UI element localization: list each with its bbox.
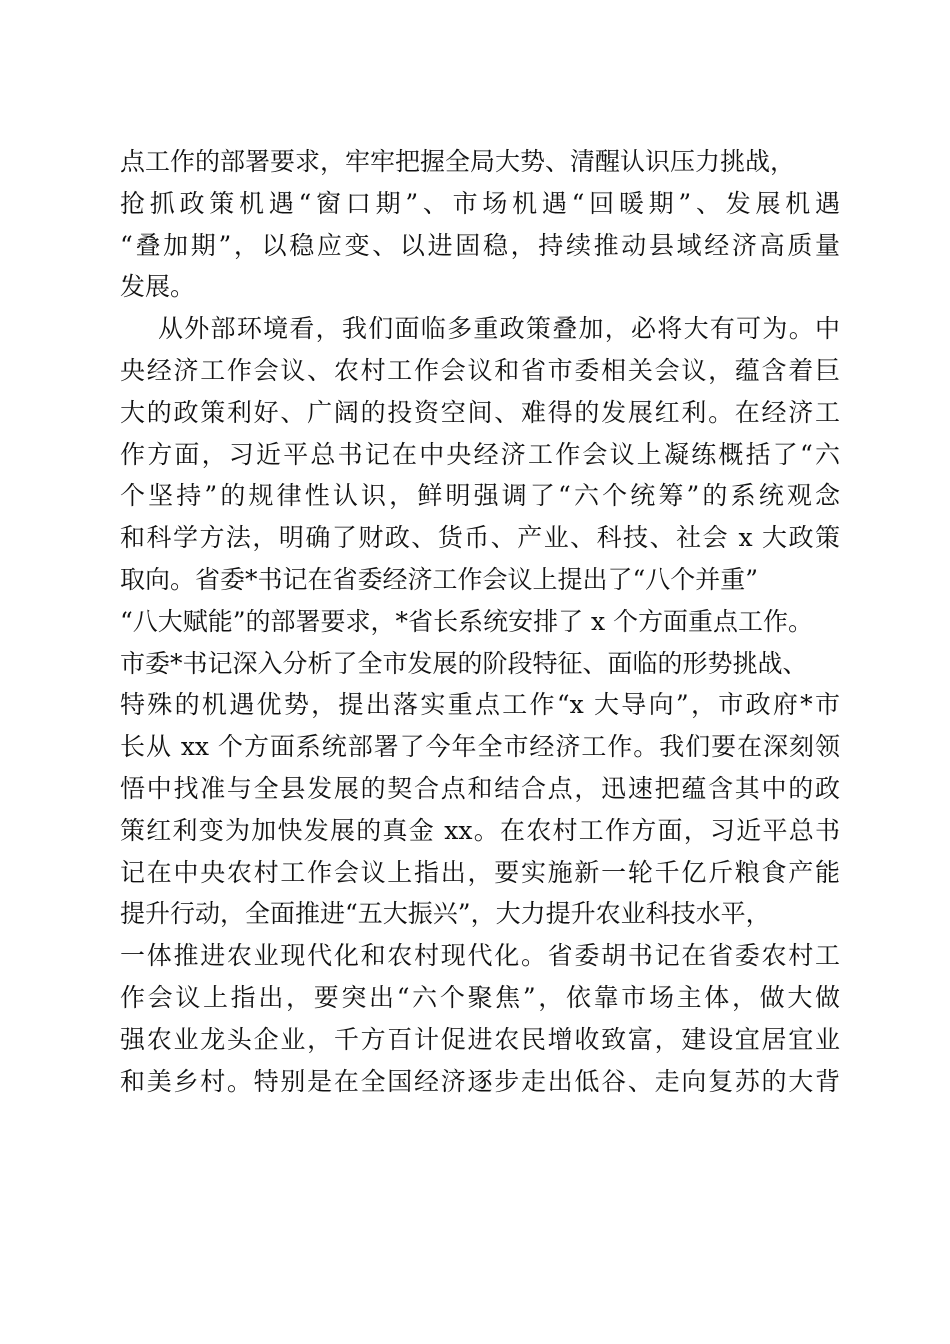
text-line: 长从 xx 个方面系统部署了今年全市经济工作。我们要在深刻领 <box>120 732 840 762</box>
text-line: 点工作的部署要求，牢牢把握全局大势、清醒认识压力挑战， <box>120 147 796 176</box>
text-line: 特殊的机遇优势，提出落实重点工作“x 大导向”，市政府*市 <box>120 690 840 720</box>
text-line: 作会议上指出，要突出“六个聚焦”，依靠市场主体，做大做 <box>120 982 840 1012</box>
text-line: 从外部环境看，我们面临多重政策叠加，必将大有可为。中 <box>158 314 840 344</box>
text-line: “八大赋能”的部署要求，*省长系统安排了 x 个方面重点工作。 <box>120 606 814 636</box>
text-line: 和科学方法，明确了财政、货币、产业、科技、社会 x 大政策 <box>120 523 840 553</box>
text-line: 记在中央农村工作会议上指出，要实施新一轮千亿斤粮食产能 <box>120 857 840 887</box>
text-line: 央经济工作会议、农村工作会议和省市委相关会议，蕴含着巨 <box>120 355 840 385</box>
document-body <box>120 141 840 1102</box>
text-line: 提升行动，全面推进“五大振兴”，大力提升农业科技水平， <box>120 899 771 929</box>
text-line: “叠加期”，以稳应变、以进固稳，持续推动县域经济高质量 <box>120 230 840 260</box>
text-line: 大的政策利好、广阔的投资空间、难得的发展红利。在经济工 <box>120 397 840 427</box>
text-line: 发展。 <box>120 272 196 302</box>
paragraph <box>120 308 840 1102</box>
text-line: 个坚持”的规律性认识，鲜明强调了“六个统筹”的系统观念 <box>120 481 840 511</box>
text-line: 强农业龙头企业，千方百计促进农民增收致富，建设宜居宜业 <box>120 1024 840 1054</box>
text-line: 悟中找准与全县发展的契合点和结合点，迅速把蕴含其中的政 <box>120 773 840 803</box>
text-line: 一体推进农业现代化和农村现代化。省委胡书记在省委农村工 <box>120 941 840 971</box>
text-line: 和美乡村。特别是在全国经济逐步走出低谷、走向复苏的大背 <box>120 1066 840 1096</box>
text-line: 取向。省委*书记在省委经济工作会议上提出了“八个并重” <box>120 564 759 594</box>
paragraph <box>120 141 840 308</box>
text-line: 市委*书记深入分析了全市发展的阶段特征、面临的形势挑战、 <box>120 648 808 678</box>
text-line: 策红利变为加快发展的真金 xx。在农村工作方面，习近平总书 <box>120 815 840 845</box>
text-line: 抢抓政策机遇“窗口期”、市场机遇“回暖期”、发展机遇 <box>120 188 840 218</box>
text-line: 作方面，习近平总书记在中央经济工作会议上凝练概括了“六 <box>120 439 840 469</box>
